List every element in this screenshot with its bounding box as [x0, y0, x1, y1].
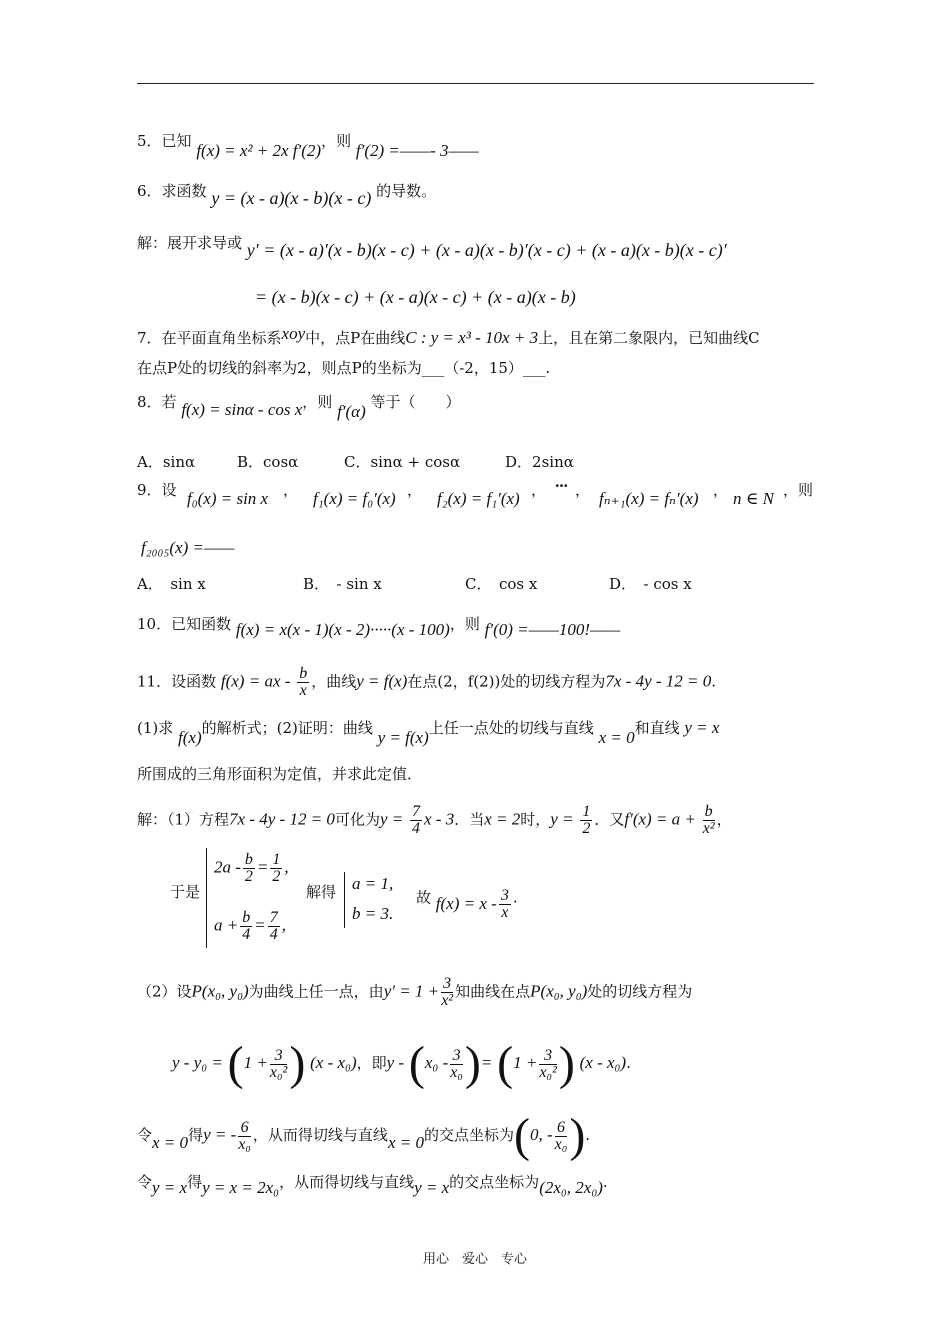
q7-text-2: 在点P处的切线的斜率为2，则点P的坐标为___（-2，15）___.: [137, 359, 551, 377]
s5-line: 令x = 0得y = - $\frac{6}{\text{x₀}}$ ，从而得切线与直线x = 0的交点坐标为(0, - $\frac{6}{\text{x₀}}$ ).: [137, 1109, 591, 1162]
s1-frac-7-4: $\frac{7}{4}$: [412, 803, 421, 837]
q9-dots: ···: [555, 476, 568, 495]
q9-f0: f₀(x) = sin x: [187, 489, 269, 508]
q6-line: [137, 180, 437, 208]
q7-line1: [137, 324, 760, 348]
q10-label: 10．已知函数: [137, 615, 232, 633]
q9-then: ，则: [783, 481, 814, 499]
q8-option-a: A．sinα: [137, 453, 196, 471]
q7-text-e: 上，且在第二象限内，已知曲线C: [538, 329, 760, 347]
q11-line1: 11．设函数 f(x) = ax - $\frac{b}{x}$ ，曲线y = f(x)在点(2，f(2))处的切线方程为7x - 4y - 12 = 0.: [137, 665, 717, 699]
q10-expr: f(x) = x(x - 1)(x - 2)·····(x - 100): [235, 620, 450, 639]
q11-curve: y = f(x): [356, 671, 408, 691]
q5-label: 5．已知: [137, 132, 192, 150]
s1-frac-b-x2: $\frac{b}{\text{x²}}$: [702, 803, 715, 837]
q11-part2: 的解析式；(2)证明：曲线: [201, 719, 373, 737]
s6-line: 令y = x得y = x = 2x₀，从而得切线与直线y = x的交点坐标为(2x₀, 2x₀).: [137, 1173, 608, 1197]
q7-line2: [137, 358, 550, 378]
q10-answer: f′(0) =——100!——: [484, 620, 621, 639]
q6-solution-label: 解：展开求导或: [137, 234, 243, 252]
q6-solution-line2: [255, 287, 576, 308]
s3-line: （2）设P(x₀, y₀)为曲线上任一点，由y′ = 1 + $\frac{3}{\text{x²}}$ 知曲线在点P(x₀, y₀)处的切线方程为: [137, 975, 693, 1009]
q8-option-b: B．cosα: [237, 453, 299, 471]
q5-line: [137, 131, 479, 160]
q11-tangent: 7x - 4y - 12 = 0: [605, 671, 712, 691]
q11-line2: [137, 718, 720, 747]
q11-line-yx: y = x: [684, 718, 720, 737]
q7-text-c: 中，点P在曲线: [305, 329, 406, 347]
q11-curve2: y = f(x): [377, 728, 429, 747]
q11-fraction: $\frac{b}{x}$: [299, 665, 308, 699]
header-rule: [137, 83, 814, 84]
q8-line: [137, 392, 461, 421]
q8-then: ，则: [302, 393, 333, 411]
q6-label: 6．求函数: [137, 182, 207, 200]
q11-fx: f(x): [178, 728, 202, 747]
q9-f2005-line: [141, 538, 234, 558]
s1-frac-1-2: $\frac{1}{2}$: [582, 803, 591, 837]
q11-text-3: 所围成的三角形面积为定值，并求此定值．: [137, 765, 423, 783]
q10-then: ，则: [449, 615, 480, 633]
q9-option-a: A． sin x: [137, 575, 206, 593]
q6-solution-expr1: y′ = (x - a)′(x - b)(x - c) + (x - a)(x - b)′(x - c) + (x - a)(x - b)(x - c)′: [246, 240, 727, 260]
q9-f2005: f₂₀₀₅(x) =——: [141, 538, 235, 557]
s2-label: 于是: [170, 883, 201, 901]
q6-solution-expr2: = (x - b)(x - c) + (x - a)(x - c) + (x - a)(x - b): [255, 287, 576, 307]
s1-line: 解：（1）方程7x - 4y - 12 = 0可化为y = $\frac{7}{4}$ x - 3．当x = 2时，y = $\frac{1}{2}$ ．又f′(x) = a + $\frac{b}{\text{x²}}$ ，: [137, 803, 732, 837]
q5-then: ，则: [321, 132, 352, 150]
q9-f2: f₂(x) = f₁′(x): [437, 489, 520, 508]
q9-option-b: B． - sin x: [303, 575, 382, 593]
q11-text-d: 在点(2，f(2))处的切线方程为: [407, 672, 606, 691]
q9-label: 9．设: [137, 481, 177, 499]
q6-tail: 的导数。: [376, 182, 437, 200]
s2-result: 故 f(x) = x - $\frac{3}{x}$ .: [416, 887, 518, 921]
q8-fprime: f′(α): [337, 402, 366, 421]
q11-line-x0: x = 0: [598, 728, 635, 747]
q5-answer: f′(2) =——- 3——: [355, 141, 479, 160]
s2-solve-label: 解得: [306, 883, 337, 901]
s2-row1: 2a - $\frac{b}{2}$ = $\frac{1}{2}$ ,: [214, 851, 289, 885]
q9-f1: f₁(x) = f₀′(x): [313, 489, 396, 508]
q7-text-a: 7．在平面直角坐标系: [137, 329, 282, 347]
q8-expr: f(x) = sinα - cos x: [181, 400, 303, 419]
q8-tail: 等于（ ）: [370, 393, 461, 411]
q11-and: 和直线: [634, 719, 680, 737]
q11-expr: f(x) = ax -: [220, 671, 291, 691]
q5-expr: f(x) = x² + 2x f′(2): [196, 141, 322, 160]
q8-label: 8．若: [137, 393, 177, 411]
footer: 用心 爱心 专心: [422, 1252, 527, 1267]
s2-sol1: a = 1,: [352, 874, 394, 893]
q6-expr: y = (x - a)(x - b)(x - c): [211, 188, 372, 208]
q11-text-b: ，曲线: [311, 672, 357, 691]
s2-brace-right: [344, 872, 345, 928]
s4-line: y - y₀ = (1 + $\frac{3}{\text{x₀²}}$ ) (x - x₀)，即y - (x₀ - $\frac{3}{\text{x₀}}$ )= (1 + $\frac{3}{\text{x₀²}}$ ) (x - x₀).: [172, 1037, 631, 1090]
q8-option-c: C．sinα + cosα: [344, 453, 461, 471]
q11-part1: (1)求: [137, 719, 174, 737]
s2-row2: a + $\frac{b}{4}$ = $\frac{7}{4}$ ,: [214, 909, 286, 943]
q9-fn: fₙ₊₁(x) = fₙ′(x): [599, 489, 699, 508]
s2-sol2: b = 3.: [352, 904, 394, 923]
q6-solution-line1: [137, 232, 727, 260]
q11-part3: 上任一点处的切线与直线: [428, 719, 594, 737]
q10-line: [137, 614, 621, 639]
q9-n: n ∈ N: [733, 489, 774, 508]
q11-line3: [137, 764, 422, 784]
s2-brace-left: [206, 848, 207, 948]
q9-option-d: D． - cos x: [609, 575, 692, 593]
q11-label: 11．设函数: [137, 672, 217, 691]
q8-option-d: D．2sinα: [505, 453, 574, 471]
q7-curve: C : y = x³ - 10x + 3: [405, 328, 539, 347]
q9-option-c: C． cos x: [465, 575, 538, 593]
q7-coord-system: xoy: [281, 324, 306, 343]
